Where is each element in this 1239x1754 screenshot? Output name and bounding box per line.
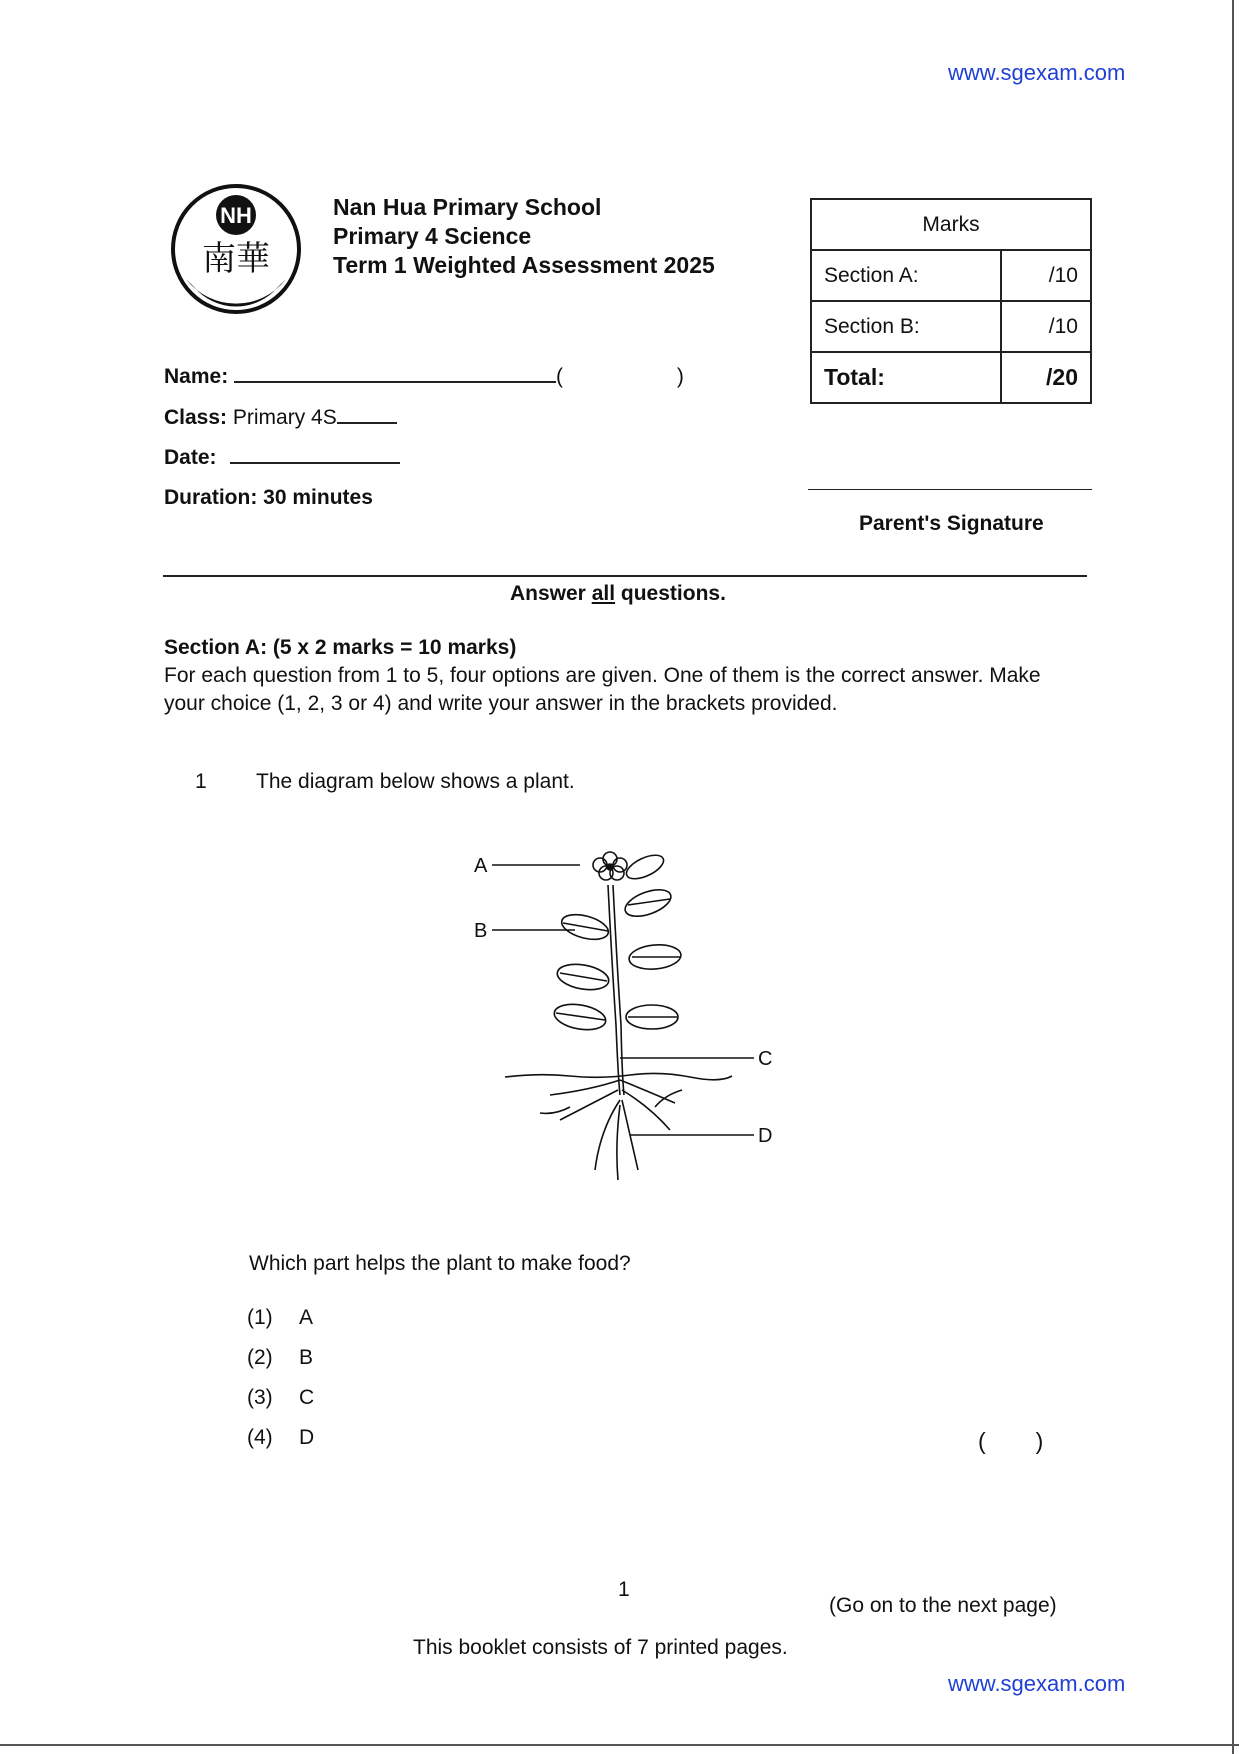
marks-table — [810, 198, 1092, 404]
section-a-desc-line1: For each question from 1 to 5, four options are given. One of them is the correct answer. Make — [164, 664, 1041, 687]
header-block — [333, 193, 715, 280]
name-label: Name: — [164, 365, 229, 388]
plant-diagram — [470, 845, 790, 1190]
name-bracket-close: ) — [676, 365, 684, 388]
date-row — [164, 446, 400, 470]
class-row — [164, 406, 397, 430]
site-url-bottom[interactable]: www.sgexam.com — [948, 1671, 1126, 1696]
school-name: Nan Hua Primary School — [333, 194, 602, 220]
option-3[interactable] — [247, 1386, 314, 1410]
section-a — [164, 634, 1041, 718]
diagram-label-b: B — [474, 920, 488, 942]
answer-bracket-close: ) — [1035, 1428, 1044, 1454]
signature-label: Parent's Signature — [859, 512, 1044, 535]
marks-total-value: /20 — [1001, 352, 1091, 403]
option-text: A — [299, 1306, 314, 1329]
duration-label: Duration: — [164, 486, 258, 509]
instructions-pre: Answer — [510, 582, 592, 605]
site-url-top[interactable]: www.sgexam.com — [948, 60, 1126, 85]
marks-row-label: Section B: — [811, 301, 1001, 352]
booklet-note: This booklet consists of 7 printed pages. — [413, 1636, 788, 1659]
option-number: (4) — [247, 1426, 273, 1449]
class-blank[interactable] — [337, 422, 397, 424]
scan-edge-bottom — [0, 1744, 1239, 1746]
option-number: (2) — [247, 1346, 273, 1369]
diagram-label-a: A — [474, 855, 488, 877]
subject-title: Primary 4 Science — [333, 223, 532, 249]
signature-line[interactable] — [808, 489, 1092, 490]
option-text: C — [299, 1386, 315, 1409]
duration-value: 30 minutes — [263, 486, 373, 509]
option-text: B — [299, 1346, 314, 1369]
date-blank[interactable] — [230, 462, 400, 464]
option-number: (1) — [247, 1306, 273, 1329]
marks-total-label: Total: — [811, 352, 1001, 403]
name-blank[interactable] — [234, 381, 556, 383]
continue-note: (Go on to the next page) — [829, 1594, 1057, 1617]
instructions — [510, 582, 726, 606]
class-value: Primary 4S — [232, 406, 337, 429]
option-2[interactable] — [247, 1346, 313, 1370]
diagram-label-c: C — [758, 1048, 773, 1070]
scan-edge-right — [1232, 0, 1234, 1754]
assessment-title: Term 1 Weighted Assessment 2025 — [333, 252, 715, 278]
instructions-emph: all — [591, 582, 616, 605]
marks-title: Marks — [811, 199, 1091, 250]
section-a-title: Section A: (5 x 2 marks = 10 marks) — [164, 636, 517, 659]
instructions-post: questions. — [615, 582, 726, 605]
duration-row — [164, 486, 373, 510]
header-divider — [163, 575, 1087, 577]
option-number: (3) — [247, 1386, 273, 1409]
logo-chinese: 南華 — [202, 240, 270, 278]
question-prompt: Which part helps the plant to make food? — [249, 1252, 631, 1275]
logo-monogram: NH — [220, 203, 252, 228]
page-number: 1 — [618, 1578, 630, 1601]
name-row — [164, 365, 684, 389]
answer-bracket[interactable] — [978, 1428, 1043, 1455]
school-logo — [170, 183, 302, 320]
option-4[interactable] — [247, 1426, 314, 1450]
diagram-label-d: D — [758, 1125, 773, 1147]
question-number: 1 — [195, 770, 207, 793]
marks-row-value: /10 — [1001, 301, 1091, 352]
name-bracket-open: ( — [556, 365, 564, 388]
section-a-desc-line2: your choice (1, 2, 3 or 4) and write your answer in the brackets provided. — [164, 692, 838, 715]
marks-row-value: /10 — [1001, 250, 1091, 301]
marks-row-label: Section A: — [811, 250, 1001, 301]
question-stem: The diagram below shows a plant. — [256, 770, 575, 793]
date-label: Date: — [164, 446, 217, 469]
answer-bracket-open: ( — [978, 1428, 986, 1454]
option-1[interactable] — [247, 1306, 313, 1330]
class-label: Class: — [164, 406, 228, 429]
option-text: D — [299, 1426, 315, 1449]
